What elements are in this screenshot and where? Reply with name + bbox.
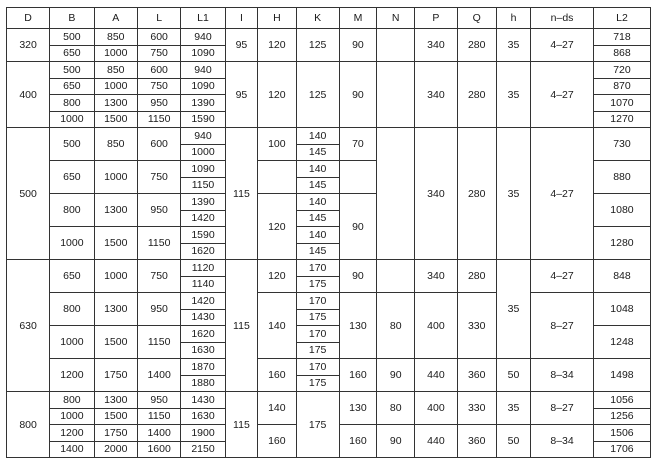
table-cell: 90	[377, 425, 415, 458]
table-cell: 140	[296, 128, 339, 145]
table-cell: 1420	[181, 293, 225, 310]
table-cell: 4–27	[531, 62, 594, 128]
header-cell: h	[496, 8, 530, 29]
table-cell: 340	[415, 260, 457, 293]
table-cell: 400	[415, 392, 457, 425]
table-cell: 50	[496, 425, 530, 458]
table-cell: 1090	[181, 161, 225, 178]
document-page	[6, 7, 651, 458]
table-cell: 145	[296, 243, 339, 260]
table-cell: 800	[50, 293, 94, 326]
table-cell: 1000	[94, 260, 137, 293]
table-cell: 950	[137, 293, 180, 326]
table-cell: 35	[496, 392, 530, 425]
table-cell: 130	[339, 293, 376, 359]
table-cell: 175	[296, 392, 339, 458]
table-cell: 800	[50, 194, 94, 227]
table-cell: 400	[7, 62, 50, 128]
table-cell: 330	[457, 293, 496, 359]
table-cell: 630	[7, 260, 50, 392]
table-cell: 1000	[94, 45, 137, 62]
table-cell: 95	[225, 29, 258, 62]
table-cell: 1750	[94, 425, 137, 442]
table-cell: 1000	[181, 144, 225, 161]
table-cell: 90	[339, 260, 376, 293]
table-cell: 90	[339, 62, 376, 128]
table-cell: 1300	[94, 194, 137, 227]
table-cell: 400	[415, 293, 457, 359]
table-cell: 1500	[94, 408, 137, 425]
table-row	[7, 128, 651, 145]
table-cell: 4–27	[531, 29, 594, 62]
header-row	[7, 8, 651, 29]
header-cell: D	[7, 8, 50, 29]
table-row	[7, 392, 651, 409]
table-cell: 160	[339, 425, 376, 458]
table-cell: 2000	[94, 441, 137, 458]
table-cell: 280	[457, 128, 496, 260]
table-cell: 600	[137, 128, 180, 161]
table-cell: 750	[137, 260, 180, 293]
table-cell: 8–27	[531, 392, 594, 425]
table-cell: 8–34	[531, 425, 594, 458]
table-cell: 750	[137, 161, 180, 194]
table-cell: 1590	[181, 227, 225, 244]
table-cell: 1506	[593, 425, 650, 442]
table-cell: 145	[296, 144, 339, 161]
table-cell: 35	[496, 128, 530, 260]
header-cell: H	[258, 8, 296, 29]
table-cell: 175	[296, 375, 339, 392]
table-cell: 1400	[137, 359, 180, 392]
table-cell: 1430	[181, 392, 225, 409]
table-cell: 280	[457, 62, 496, 128]
table-cell: 730	[593, 128, 650, 161]
header-cell: M	[339, 8, 376, 29]
table-row	[7, 29, 651, 46]
table-cell: 1750	[94, 359, 137, 392]
table-row	[7, 293, 651, 310]
table-cell: 120	[258, 29, 296, 62]
table-cell: 1400	[50, 441, 94, 458]
table-cell: 1870	[181, 359, 225, 376]
table-cell: 1140	[181, 276, 225, 293]
table-cell: 140	[258, 293, 296, 359]
table-cell: 1500	[94, 326, 137, 359]
table-cell: 1270	[593, 111, 650, 128]
table-cell: 35	[496, 260, 530, 359]
table-cell: 2150	[181, 441, 225, 458]
table-cell: 600	[137, 29, 180, 46]
table-cell: 360	[457, 359, 496, 392]
table-cell: 1600	[137, 441, 180, 458]
table-cell	[377, 29, 415, 62]
table-cell: 1000	[94, 161, 137, 194]
table-cell: 500	[50, 128, 94, 161]
table-cell: 35	[496, 29, 530, 62]
table-cell: 1090	[181, 45, 225, 62]
table-cell: 1498	[593, 359, 650, 392]
table-cell: 950	[137, 194, 180, 227]
table-cell: 175	[296, 276, 339, 293]
table-cell: 100	[258, 128, 296, 161]
table-cell: 850	[94, 29, 137, 46]
table-cell: 175	[296, 309, 339, 326]
table-cell: 115	[225, 128, 258, 260]
table-cell: 848	[593, 260, 650, 293]
header-cell: I	[225, 8, 258, 29]
table-cell: 718	[593, 29, 650, 46]
table-cell: 650	[50, 161, 94, 194]
table-cell: 1150	[137, 111, 180, 128]
table-cell: 1000	[50, 111, 94, 128]
table-cell: 1200	[50, 425, 94, 442]
table-cell	[377, 62, 415, 128]
table-cell: 1500	[94, 111, 137, 128]
table-cell: 145	[296, 210, 339, 227]
table-cell: 940	[181, 29, 225, 46]
table-cell: 35	[496, 62, 530, 128]
table-cell: 1150	[137, 408, 180, 425]
table-cell: 600	[137, 62, 180, 79]
table-cell: 125	[296, 29, 339, 62]
table-cell: 1400	[137, 425, 180, 442]
table-cell: 1300	[94, 392, 137, 409]
table-cell: 750	[137, 78, 180, 95]
table-cell	[258, 161, 296, 194]
table-cell: 1000	[50, 408, 94, 425]
table-cell: 70	[339, 128, 376, 161]
table-cell: 130	[339, 392, 376, 425]
header-cell: A	[94, 8, 137, 29]
table-cell: 115	[225, 260, 258, 392]
table-cell: 800	[50, 392, 94, 409]
header-cell: L2	[593, 8, 650, 29]
table-cell: 140	[258, 392, 296, 425]
dimension-table	[6, 7, 651, 458]
table-cell: 1620	[181, 326, 225, 343]
header-cell: L1	[181, 8, 225, 29]
table-row	[7, 359, 651, 376]
table-cell	[377, 260, 415, 293]
table-cell: 1880	[181, 375, 225, 392]
table-cell: 160	[258, 425, 296, 458]
table-cell: 850	[94, 128, 137, 161]
table-cell: 170	[296, 359, 339, 376]
table-cell: 170	[296, 293, 339, 310]
table-cell: 120	[258, 260, 296, 293]
table-cell: 95	[225, 62, 258, 128]
table-cell: 1000	[50, 227, 94, 260]
header-cell: L	[137, 8, 180, 29]
table-cell: 1620	[181, 243, 225, 260]
table-cell: 140	[296, 194, 339, 211]
table-cell: 1630	[181, 408, 225, 425]
table-cell: 340	[415, 29, 457, 62]
table-cell: 160	[339, 359, 376, 392]
table-cell: 1056	[593, 392, 650, 409]
table-cell	[339, 161, 376, 194]
table-cell: 1390	[181, 194, 225, 211]
table-cell: 1500	[94, 227, 137, 260]
table-row	[7, 62, 651, 79]
header-cell: N	[377, 8, 415, 29]
table-cell: 115	[225, 392, 258, 458]
table-cell: 1390	[181, 95, 225, 112]
table-cell: 1048	[593, 293, 650, 326]
table-cell: 170	[296, 260, 339, 277]
table-cell: 360	[457, 425, 496, 458]
table-cell: 90	[377, 359, 415, 392]
table-body	[7, 29, 651, 458]
table-cell: 50	[496, 359, 530, 392]
table-cell: 145	[296, 177, 339, 194]
table-cell: 440	[415, 425, 457, 458]
table-cell: 90	[339, 194, 376, 260]
table-cell: 140	[296, 161, 339, 178]
table-cell: 1200	[50, 359, 94, 392]
table-cell: 950	[137, 392, 180, 409]
table-cell: 1000	[94, 78, 137, 95]
table-cell: 8–34	[531, 359, 594, 392]
table-cell: 1120	[181, 260, 225, 277]
table-cell: 120	[258, 194, 296, 260]
table-cell: 1900	[181, 425, 225, 442]
table-cell: 340	[415, 128, 457, 260]
table-cell: 500	[7, 128, 50, 260]
table-cell: 850	[94, 62, 137, 79]
table-cell: 650	[50, 78, 94, 95]
table-cell: 4–27	[531, 128, 594, 260]
table-cell: 1150	[137, 227, 180, 260]
table-cell: 1430	[181, 309, 225, 326]
table-cell: 1256	[593, 408, 650, 425]
table-cell: 80	[377, 293, 415, 359]
header-cell: n–ds	[531, 8, 594, 29]
table-cell: 500	[50, 62, 94, 79]
table-cell: 80	[377, 392, 415, 425]
table-cell: 8–27	[531, 293, 594, 359]
header-cell: K	[296, 8, 339, 29]
table-cell: 650	[50, 45, 94, 62]
table-cell: 280	[457, 260, 496, 293]
table-cell: 160	[258, 359, 296, 392]
table-cell: 1080	[593, 194, 650, 227]
table-cell: 1300	[94, 293, 137, 326]
table-cell: 1150	[137, 326, 180, 359]
table-cell: 125	[296, 62, 339, 128]
table-cell: 1090	[181, 78, 225, 95]
table-cell: 280	[457, 29, 496, 62]
table-cell: 868	[593, 45, 650, 62]
header-cell: B	[50, 8, 94, 29]
table-cell: 1420	[181, 210, 225, 227]
table-cell: 340	[415, 62, 457, 128]
table-cell: 330	[457, 392, 496, 425]
table-cell: 1280	[593, 227, 650, 260]
table-cell: 1248	[593, 326, 650, 359]
table-cell: 1070	[593, 95, 650, 112]
table-cell: 800	[50, 95, 94, 112]
table-cell: 1706	[593, 441, 650, 458]
table-cell: 950	[137, 95, 180, 112]
table-cell: 320	[7, 29, 50, 62]
header-cell: P	[415, 8, 457, 29]
table-cell: 750	[137, 45, 180, 62]
table-cell: 4–27	[531, 260, 594, 293]
table-cell: 1300	[94, 95, 137, 112]
table-cell: 720	[593, 62, 650, 79]
table-cell: 120	[258, 62, 296, 128]
table-cell: 880	[593, 161, 650, 194]
table-cell: 170	[296, 326, 339, 343]
table-cell: 800	[7, 392, 50, 458]
table-cell: 440	[415, 359, 457, 392]
table-cell: 940	[181, 62, 225, 79]
table-cell: 175	[296, 342, 339, 359]
table-cell: 1000	[50, 326, 94, 359]
table-row	[7, 260, 651, 277]
table-cell: 940	[181, 128, 225, 145]
table-cell: 650	[50, 260, 94, 293]
table-cell: 870	[593, 78, 650, 95]
table-cell	[377, 128, 415, 260]
table-cell: 1630	[181, 342, 225, 359]
table-cell: 500	[50, 29, 94, 46]
table-cell: 1590	[181, 111, 225, 128]
table-cell: 140	[296, 227, 339, 244]
header-cell: Q	[457, 8, 496, 29]
table-cell: 90	[339, 29, 376, 62]
table-cell: 1150	[181, 177, 225, 194]
